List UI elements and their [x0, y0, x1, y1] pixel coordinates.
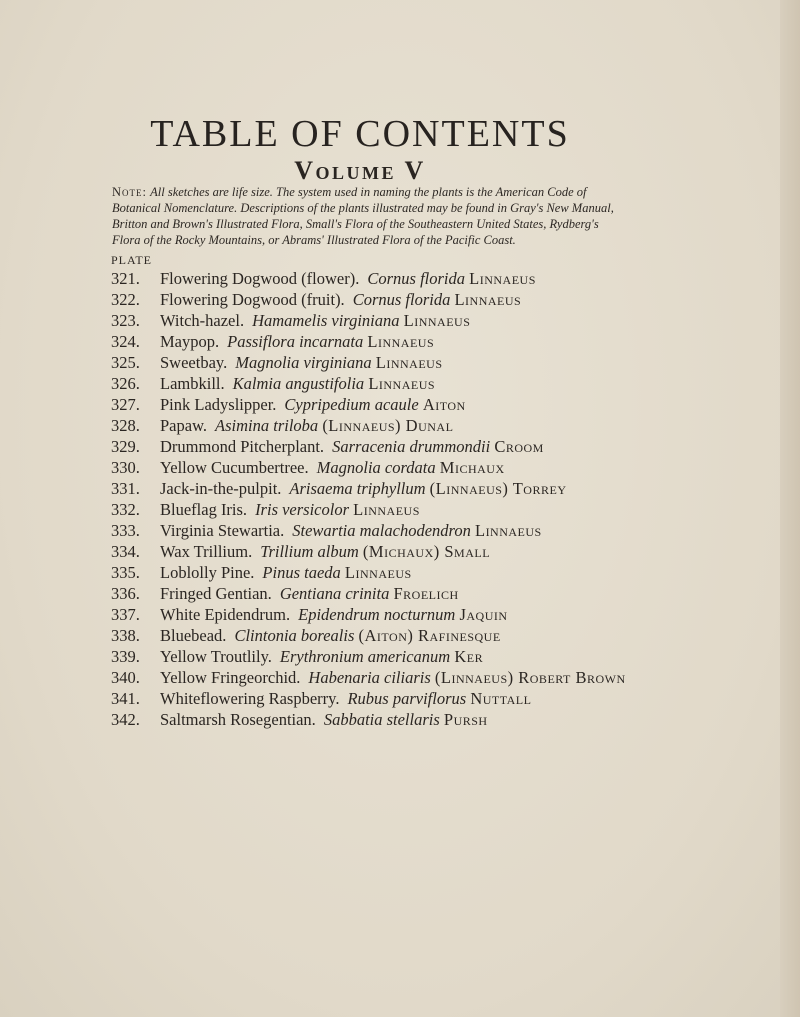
entry-number: 332.: [111, 500, 140, 519]
author-name: Froelich: [393, 584, 459, 603]
entry-number: 323.: [111, 311, 140, 330]
scientific-name: Gentiana crinita: [279, 584, 390, 603]
entry-number: 322.: [111, 290, 140, 309]
scientific-name: Habenaria ciliaris: [308, 668, 431, 687]
note-paragraph: [112, 184, 622, 248]
entry-number: 327.: [111, 395, 140, 414]
contents-entry: [111, 310, 671, 331]
entry-number: 329.: [111, 437, 140, 456]
common-name: Jack-in-the-pulpit.: [160, 479, 282, 498]
entry-number: 336.: [111, 584, 140, 603]
entry-number: 324.: [111, 332, 140, 351]
entry-number: 335.: [111, 563, 140, 582]
contents-entry: [111, 373, 671, 394]
common-name: Drummond Pitcherplant.: [160, 437, 325, 456]
scientific-name: Trillium album: [260, 542, 359, 561]
contents-entry: [111, 352, 671, 373]
scientific-name: Asimina triloba: [215, 416, 319, 435]
contents-entry: [111, 331, 671, 352]
common-name: White Epidendrum.: [160, 605, 291, 624]
scientific-name: Rubus parviflorus: [347, 689, 467, 708]
page-edge: [780, 0, 800, 1017]
common-name: Yellow Troutlily.: [160, 647, 272, 666]
author-name: Linnaeus: [469, 269, 536, 288]
contents-entry: [111, 541, 671, 562]
scientific-name: Cornus florida: [367, 269, 465, 288]
contents-entry: [111, 625, 671, 646]
scientific-name: Arisaema triphyllum: [289, 479, 426, 498]
plate-column-heading: PLATE: [111, 253, 152, 267]
author-name: Aiton: [422, 395, 466, 414]
scientific-name: Cypripedium acaule: [284, 395, 419, 414]
entry-number: 334.: [111, 542, 140, 561]
note-label: Note:: [112, 185, 147, 199]
volume-heading: Volume V: [294, 156, 426, 185]
scientific-name: Magnolia virginiana: [235, 353, 372, 372]
author-name: (Linnaeus) Torrey: [429, 479, 567, 498]
scientific-name: Pinus taeda: [262, 563, 341, 582]
common-name: Yellow Fringeorchid.: [160, 668, 301, 687]
author-name: Linnaeus: [368, 374, 436, 393]
common-name: Flowering Dogwood (fruit).: [160, 290, 345, 309]
entry-number: 333.: [111, 521, 140, 540]
scientific-name: Clintonia borealis: [234, 626, 355, 645]
entry-number: 330.: [111, 458, 140, 477]
contents-entry: [111, 688, 671, 709]
entry-number: 325.: [111, 353, 140, 372]
common-name: Saltmarsh Rosegentian.: [160, 710, 316, 729]
scientific-name: Stewartia malachodendron: [292, 521, 471, 540]
common-name: Papaw.: [160, 416, 208, 435]
entry-number: 341.: [111, 689, 140, 708]
common-name: Yellow Cucumbertree.: [160, 458, 309, 477]
common-name: Wax Trillium.: [160, 542, 253, 561]
common-name: Witch-hazel.: [160, 311, 245, 330]
common-name: Pink Ladyslipper.: [160, 395, 277, 414]
author-name: Linnaeus: [353, 500, 420, 519]
contents-entry: [111, 289, 671, 310]
common-name: Maypop.: [160, 332, 220, 351]
contents-entry: [111, 415, 671, 436]
author-name: Linnaeus: [375, 353, 443, 372]
author-name: Linnaeus: [403, 311, 471, 330]
common-name: Sweetbay.: [160, 353, 228, 372]
author-name: Nuttall: [470, 689, 532, 708]
entry-number: 331.: [111, 479, 140, 498]
contents-entry: [111, 646, 671, 667]
scientific-name: Magnolia cordata: [316, 458, 436, 477]
common-name: Virginia Stewartia.: [160, 521, 285, 540]
author-name: Michaux: [439, 458, 505, 477]
scientific-name: Sabbatia stellaris: [323, 710, 440, 729]
common-name: Blueflag Iris.: [160, 500, 248, 519]
common-name: Flowering Dogwood (flower).: [160, 269, 360, 288]
contents-entry: [111, 562, 671, 583]
entry-number: 339.: [111, 647, 140, 666]
common-name: Lambkill.: [160, 374, 225, 393]
contents-entry: [111, 457, 671, 478]
author-name: Linnaeus: [367, 332, 435, 351]
author-name: (Linnaeus) Robert Brown: [434, 668, 626, 687]
entry-number: 340.: [111, 668, 140, 687]
contents-entry: [111, 520, 671, 541]
note-text: All sketches are life size. The system used in naming the plants is the American Code of Botanical Nomenclature. Descriptions of the plants illustrated may be found in Gray's New Manual, Britton and Brown's Illustrated Flora, Small's Flora of the Southeastern United States, Rydberg's Flora of the Rocky Mountains, or Abrams' Illustrated Flora of the Pacific Coast.: [112, 185, 614, 247]
common-name: Loblolly Pine.: [160, 563, 255, 582]
common-name: Bluebead.: [160, 626, 227, 645]
entry-number: 326.: [111, 374, 140, 393]
author-name: Jaquin: [459, 605, 508, 624]
contents-entry: [111, 604, 671, 625]
contents-entry: [111, 268, 671, 289]
author-name: Ker: [454, 647, 484, 666]
common-name: Fringed Gentian.: [160, 584, 272, 603]
entry-number: 321.: [111, 269, 140, 288]
scientific-name: Sarracenia drummondii: [332, 437, 491, 456]
author-name: Linnaeus: [344, 563, 412, 582]
contents-entry: [111, 499, 671, 520]
entry-number: 337.: [111, 605, 140, 624]
scientific-name: Cornus florida: [352, 290, 451, 309]
entry-number: 338.: [111, 626, 140, 645]
scientific-name: Kalmia angustifolia: [232, 374, 365, 393]
contents-entry: [111, 709, 671, 730]
page-title: TABLE OF CONTENTS: [150, 113, 570, 155]
scientific-name: Iris versicolor: [255, 500, 350, 519]
entry-number: 342.: [111, 710, 140, 729]
contents-entry: [111, 583, 671, 604]
contents-entry: [111, 436, 671, 457]
author-name: Croom: [494, 437, 544, 456]
contents-entry: [111, 394, 671, 415]
contents-entry: [111, 667, 671, 688]
common-name: Whiteflowering Raspberry.: [160, 689, 340, 708]
author-name: Linnaeus: [474, 521, 542, 540]
author-name: (Michaux) Small: [362, 542, 491, 561]
author-name: (Linnaeus) Dunal: [322, 416, 454, 435]
contents-entry: [111, 478, 671, 499]
scientific-name: Hamamelis virginiana: [252, 311, 400, 330]
entry-number: 328.: [111, 416, 140, 435]
scientific-name: Epidendrum nocturnum: [298, 605, 456, 624]
author-name: Pursh: [443, 710, 488, 729]
author-name: (Aiton) Rafinesque: [358, 626, 501, 645]
contents-list: [111, 268, 671, 730]
scientific-name: Erythronium americanum: [279, 647, 451, 666]
author-name: Linnaeus: [454, 290, 522, 309]
scientific-name: Passiflora incarnata: [227, 332, 364, 351]
